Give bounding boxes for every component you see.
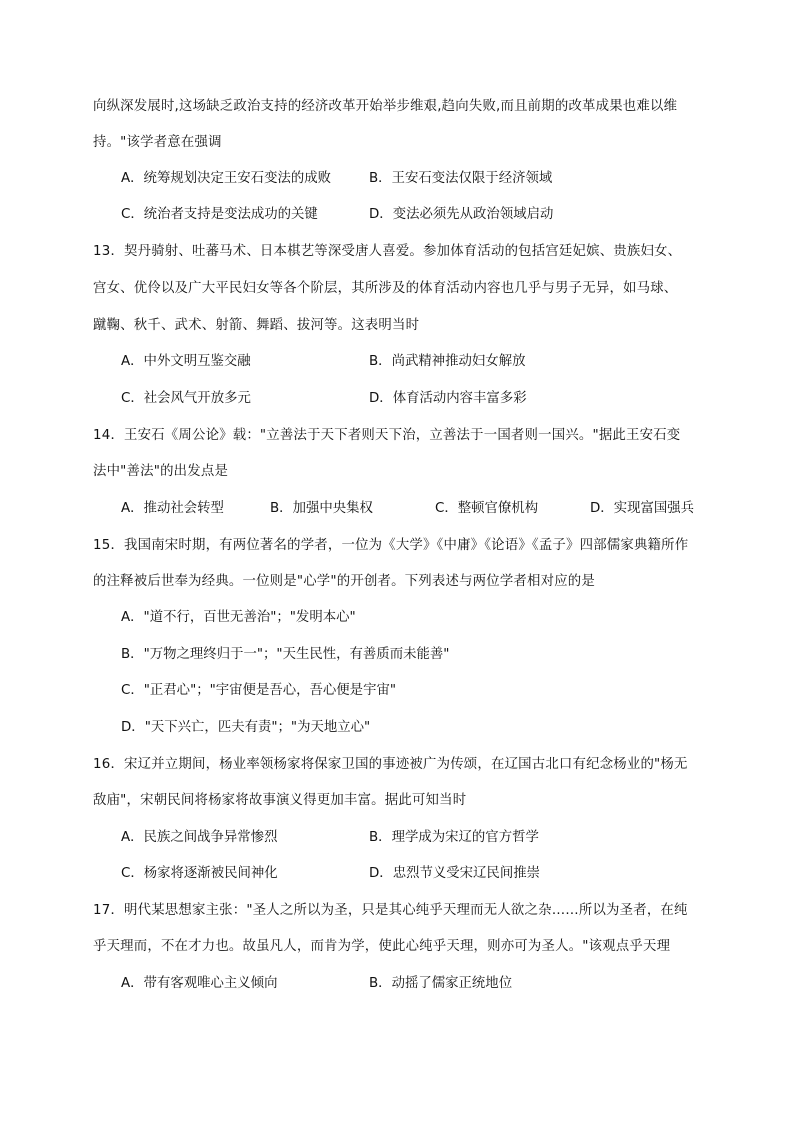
q15-stem-line-2: 的注释被后世奉为经典。一位则是"心学"的开创者。下列表述与两位学者相对应的是 [93, 574, 595, 589]
q12-option-c: C．统治者支持是变法成功的关键 [121, 207, 318, 222]
q13-stem-line-3: 蹴鞠、秋千、武术、射箭、舞蹈、拔河等。这表明当时 [93, 318, 420, 333]
q13-option-b: B．尚武精神推动妇女解放 [369, 354, 526, 369]
q16-option-a: A．民族之间战争异常惨烈 [121, 830, 278, 845]
q17-option-a: A．带有客观唯心主义倾向 [121, 976, 278, 991]
q14-stem-line-1: 14．王安石《周公论》载："立善法于天下者则天下治，立善法于一国者则一国兴。"据此王安石变 [93, 428, 681, 443]
intro-line-2: 持。"该学者意在强调 [93, 135, 222, 150]
q14-option-d: D．实现富国强兵 [590, 501, 695, 516]
q13-option-c: C．社会风气开放多元 [121, 391, 251, 406]
q13-option-d: D．体育活动内容丰富多彩 [369, 391, 527, 406]
q13-option-a: A．中外文明互鉴交融 [121, 354, 251, 369]
q16-option-b: B．理学成为宋辽的官方哲学 [369, 830, 539, 845]
q16-option-d: D．忠烈节义受宋辽民间推崇 [369, 866, 540, 881]
q14-option-c: C．整顿官僚机构 [435, 501, 539, 516]
q15-option-a: A．"道不行，百世无善治"；"发明本心" [121, 610, 356, 625]
q15-option-b: B．"万物之理终归于一"；"天生民性，有善质而未能善" [121, 647, 450, 662]
q15-option-c: C．"正君心"；"宇宙便是吾心，吾心便是宇宙" [121, 683, 397, 698]
q12-option-d: D．变法必须先从政治领域启动 [369, 207, 554, 222]
q14-option-b: B．加强中央集权 [270, 501, 373, 516]
q13-stem-line-1: 13．契丹骑射、吐蕃马术、日本棋艺等深受唐人喜爱。参加体育活动的包括宫廷妃嫔、贵族妇女、 [93, 244, 682, 259]
q17-stem-line-1: 17．明代某思想家主张："圣人之所以为圣，只是其心纯乎天理而无人欲之杂……所以为圣者，在纯 [93, 903, 688, 918]
q16-stem-line-2: 敌庙"，宋朝民间将杨家将故事演义得更加丰富。据此可知当时 [93, 793, 467, 808]
q16-option-c: C．杨家将逐渐被民间神化 [121, 866, 278, 881]
q12-option-a: A．统筹规划决定王安石变法的成败 [121, 171, 332, 186]
q17-option-b: B．动摇了儒家正统地位 [369, 976, 513, 991]
intro-line-1: 向纵深发展时,这场缺乏政治支持的经济改革开始举步维艰,趋向失败,而且前期的改革成果也难以维 [93, 99, 678, 114]
q17-stem-line-2: 乎天理而，不在才力也。故虽凡人，而肯为学，使此心纯乎天理，则亦可为圣人。"该观点乎天理 [93, 939, 671, 954]
q14-stem-line-2: 法中"善法"的出发点是 [93, 464, 229, 479]
q12-option-b: B．王安石变法仅限于经济领域 [369, 171, 553, 186]
q15-stem-line-1: 15．我国南宋时期，有两位著名的学者，一位为《大学》《中庸》《论语》《孟子》四部儒家典籍所作 [93, 538, 689, 553]
q13-stem-line-2: 宫女、优伶以及广大平民妇女等各个阶层，其所涉及的体育活动内容也几乎与男子无异，如马球、 [93, 281, 678, 296]
q15-option-d: D．"天下兴亡，匹夫有责"；"为天地立心" [121, 720, 371, 735]
q16-stem-line-1: 16．宋辽并立期间，杨业率领杨家将保家卫国的事迹被广为传颂，在辽国古北口有纪念杨业的"杨无 [93, 757, 688, 772]
q14-option-a: A．推动社会转型 [121, 501, 224, 516]
